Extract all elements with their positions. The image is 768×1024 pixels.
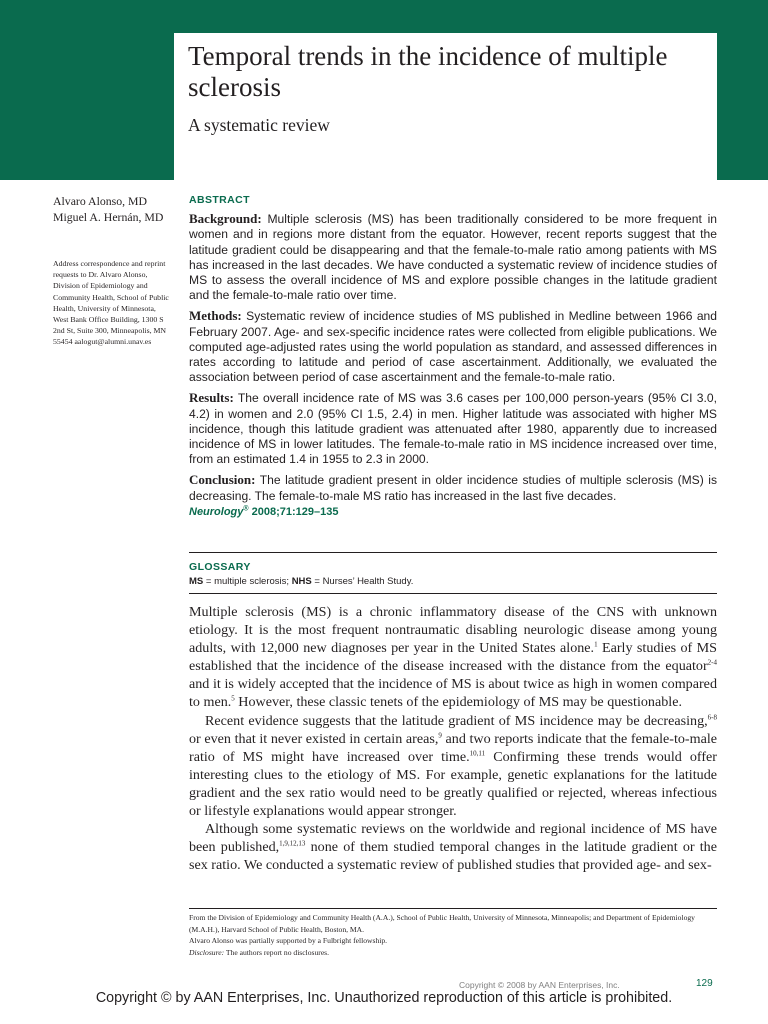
citation-ref: 1,9,12,13 — [279, 839, 306, 848]
divider-rule — [189, 593, 717, 594]
body-text-run: none of them studied temporal changes in the latitude gradient or the sex ratio. We conducted a systematic review of published studies that provided age- and sex- — [189, 839, 717, 874]
disclosure-text: The authors report no disclosures. — [224, 947, 330, 957]
author-name: Alvaro Alonso, MD — [53, 194, 148, 208]
citation-reference: 2008;71:129–135 — [248, 505, 339, 518]
abstract-background — [189, 211, 717, 303]
disclosure-note — [189, 947, 717, 959]
title-box — [174, 33, 717, 180]
abstract-section — [189, 193, 717, 520]
body-text-run: Although some systematic reviews on the worldwide and regional incidence of MS have been published, — [189, 821, 717, 856]
glossary-definition: = multiple sclerosis; — [203, 576, 292, 587]
results-heading: Results: — [189, 390, 234, 406]
funding-note: Alvaro Alonso was partially supported by a Fulbright fellowship. — [189, 936, 388, 946]
methods-heading: Methods: — [189, 308, 242, 324]
body-text-run: Multiple sclerosis (MS) is a chronic inflammatory disease of the CNS with unknown etiology. It is the most frequent nontraumatic disabling neurologic disease among young adults, with 12,000 new diagnoses per year in the United States alone. — [189, 604, 717, 657]
body-paragraph — [189, 820, 717, 874]
page-copyright: Copyright © 2008 by AAN Enterprises, Inc. — [459, 980, 620, 990]
abstract-methods — [189, 308, 717, 385]
glossary-definition: = Nurses’ Health Study. — [311, 576, 414, 587]
body-text-run: and it is widely accepted that the incidence of MS is about twice as high in women compared to men. — [189, 676, 717, 711]
background-text: Multiple sclerosis (MS) has been traditionally considered to be more frequent in women and in regions more distant from the equator. However, recent reports suggest that the latitude gradient could be disappearing and that the female-to-male ratio among patients with MS has increased in the last decades. We have conducted a systematic review of incidence studies of MS to assess the overall incidence of MS and explore possible changes in the latitude gradient and the female-to-male ratio over time. — [189, 212, 717, 303]
glossary-term: NHS — [291, 576, 312, 587]
results-text: The overall incidence rate of MS was 3.6 cases per 100,000 person-years (95% CI 3.0, 4.2) in women and 2.0 (95% CI 1.5, 2.4) in men. Higher latitude was associated with higher MS incidence, though this latitude gradient was attenuated after 1980, apparently due to increased incidence of MS in lower latitudes. The female-to-male ratio in MS incidence increased over time, from an estimated 1.4 in 1955 to 2.3 in 2000. — [189, 391, 717, 467]
citation-ref: 9 — [438, 730, 442, 739]
article-subtitle: A systematic review — [188, 115, 330, 135]
glossary-term: MS — [189, 576, 204, 587]
footnote-rule — [189, 908, 717, 909]
correspondence-address: Address correspondence and reprint requests to Dr. Alvaro Alonso, Division of Epidemiology and Community Health, School of Public Health, University of Minnesota, West Bank Office Building, 1300 S 2nd St, Suite 300, Minneapolis, MN 55454 aalogut@alumni.unav.es — [53, 259, 169, 347]
page-number: 129 — [696, 978, 713, 989]
citation-ref: 2-4 — [707, 658, 717, 667]
citation-ref: 5 — [231, 694, 235, 703]
body-text-run: Confirming these trends would offer interesting clues to the etiology of MS. For example, genetic explanations for the latitude gradient and the sex ratio would need to be greatly qualified or rejected, whereas infectious or lifestyle explanations would appear stronger. — [189, 748, 717, 820]
body-text-run: However, these classic tenets of the epidemiology of MS may be questionable. — [234, 694, 682, 711]
citation-ref: 6-8 — [707, 712, 717, 721]
copyright-banner: Copyright © by AAN Enterprises, Inc. Unauthorized reproduction of this article is prohibited. — [95, 990, 673, 1006]
affiliation-note: From the Division of Epidemiology and Community Health (A.A.), School of Public Health, University of Minnesota, Minneapolis; and Department of Epidemiology (M.A.H.), Harvard School of Public Health, Boston, MA. — [189, 913, 695, 934]
disclosure-label: Disclosure: — [189, 947, 225, 957]
journal-name: Neurology — [189, 505, 244, 518]
divider-rule — [189, 552, 717, 553]
glossary-section — [189, 561, 717, 587]
author-name: Miguel A. Hernán, MD — [53, 210, 164, 224]
background-heading: Background: — [189, 211, 262, 227]
citation-ref: 1 — [594, 640, 598, 649]
glossary-label: GLOSSARY — [189, 561, 251, 573]
footnotes — [189, 912, 717, 958]
glossary-text — [189, 576, 717, 587]
conclusion-heading: Conclusion: — [189, 472, 256, 488]
author-list — [53, 193, 183, 225]
body-text-run: Early studies of MS established that the incidence of the disease increased with the distance from the equator — [189, 640, 717, 675]
body-text-run: and two reports indicate that the female-to-male ratio of MS might have increased over time. — [189, 730, 717, 765]
journal-citation — [189, 505, 717, 520]
body-paragraph — [189, 603, 717, 712]
body-paragraph — [189, 712, 717, 821]
body-text-run: Recent evidence suggests that the latitude gradient of MS incidence may be decreasing, — [205, 712, 708, 729]
abstract-label: ABSTRACT — [189, 194, 250, 206]
conclusion-text: The latitude gradient present in older incidence studies of multiple sclerosis (MS) is decreasing. The female-to-male MS ratio has increased in the last five decades. — [189, 473, 717, 503]
abstract-conclusion — [189, 472, 717, 503]
abstract-results — [189, 390, 717, 467]
body-text-run: or even that it never existed in certain areas, — [189, 730, 439, 747]
methods-text: Systematic review of incidence studies of MS published in Medline between 1966 and February 2007. Age- and sex-specific incidence rates were collected from eligible publications. We computed age-adjusted rates using the world population as standard, and assessed differences in rates according to latitude and period of case ascertainment. Additionally, we evaluated the association between period of case ascertainment and the female-to-male ratio. — [189, 309, 717, 385]
citation-ref: 10,11 — [469, 749, 486, 758]
article-body — [189, 603, 717, 874]
article-title: Temporal trends in the incidence of multiple sclerosis — [188, 41, 668, 102]
registered-mark: ® — [243, 505, 249, 513]
